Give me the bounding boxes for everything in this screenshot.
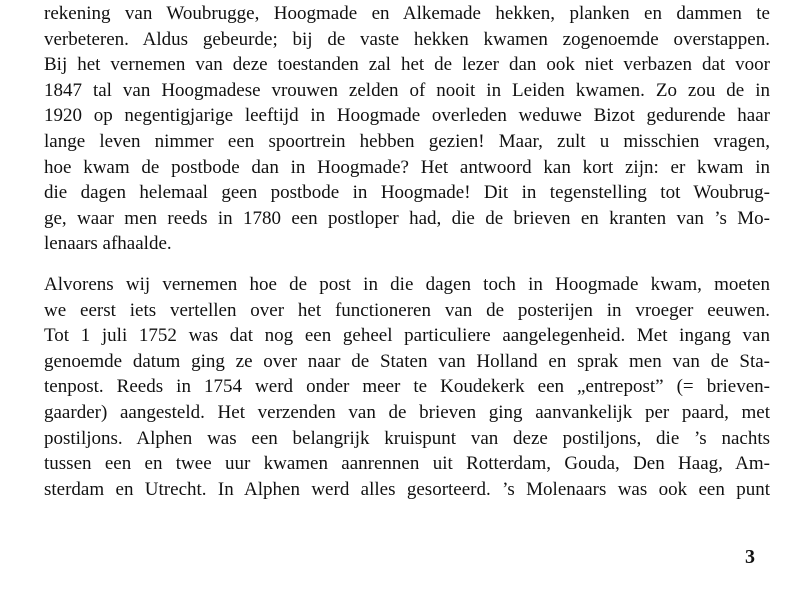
text-line: lange leven nimmer een spoortrein hebben gezien! Maar, zult u misschien vragen, bbox=[44, 130, 770, 152]
text-line: genoemde datum ging ze over naar de Staten van Holland en sprak men van de Sta- bbox=[44, 350, 770, 372]
text-line: lenaars afhaalde. bbox=[44, 233, 172, 255]
text-line: Bij het vernemen van deze toestanden zal het de lezer dan ook niet verbazen dat voor bbox=[44, 54, 770, 76]
text-line: tussen een en twee uur kwamen aanrennen uit Rotterdam, Gouda, Den Haag, Am- bbox=[44, 453, 770, 475]
page-number: 3 bbox=[745, 546, 755, 568]
paragraph-2 bbox=[44, 272, 770, 502]
text-line: postiljons. Alphen was een belangrijk kruispunt van deze postiljons, die ’s nachts bbox=[44, 427, 770, 449]
text-line: sterdam en Utrecht. In Alphen werd alles gesorteerd. ’s Molenaars was ook een punt bbox=[44, 478, 770, 500]
paragraph-1 bbox=[44, 1, 770, 257]
text-line: 1920 op negentigjarige leeftijd in Hoogmade overleden weduwe Bizot gedurende haar bbox=[44, 105, 770, 127]
text-line: gaarder) aangesteld. Het verzenden van de brieven ging aanvankelijk per paard, met bbox=[44, 401, 770, 423]
text-line: verbeteren. Aldus gebeurde; bij de vaste hekken kwamen zogenoemde overstappen. bbox=[44, 28, 770, 50]
text-line: hoe kwam de postbode dan in Hoogmade? Het antwoord kan kort zijn: er kwam in bbox=[44, 156, 770, 178]
text-line: Alvorens wij vernemen hoe de post in die dagen toch in Hoogmade kwam, moeten bbox=[44, 274, 770, 295]
text-line: Tot 1 juli 1752 was dat nog een geheel particuliere aangelegenheid. Met ingang van bbox=[44, 325, 770, 347]
text-line: we eerst iets vertellen over het functioneren van de posterijen in vroeger eeuwen. bbox=[44, 299, 770, 321]
text-line: die dagen helemaal geen postbode in Hoogmade! Dit in tegenstelling tot Woubrug- bbox=[44, 182, 770, 204]
text-line: ge, waar men reeds in 1780 een postloper had, die de brieven en kranten van ’s Mo- bbox=[44, 207, 770, 229]
text-line: rekening van Woubrugge, Hoogmade en Alkemade hekken, planken en dammen te bbox=[44, 3, 770, 24]
text-line: 1847 tal van Hoogmadese vrouwen zelden of nooit in Leiden kwamen. Zo zou de in bbox=[44, 79, 770, 101]
text-line: tenpost. Reeds in 1754 werd onder meer te Koudekerk een „entrepost” (= brieven- bbox=[44, 376, 770, 398]
